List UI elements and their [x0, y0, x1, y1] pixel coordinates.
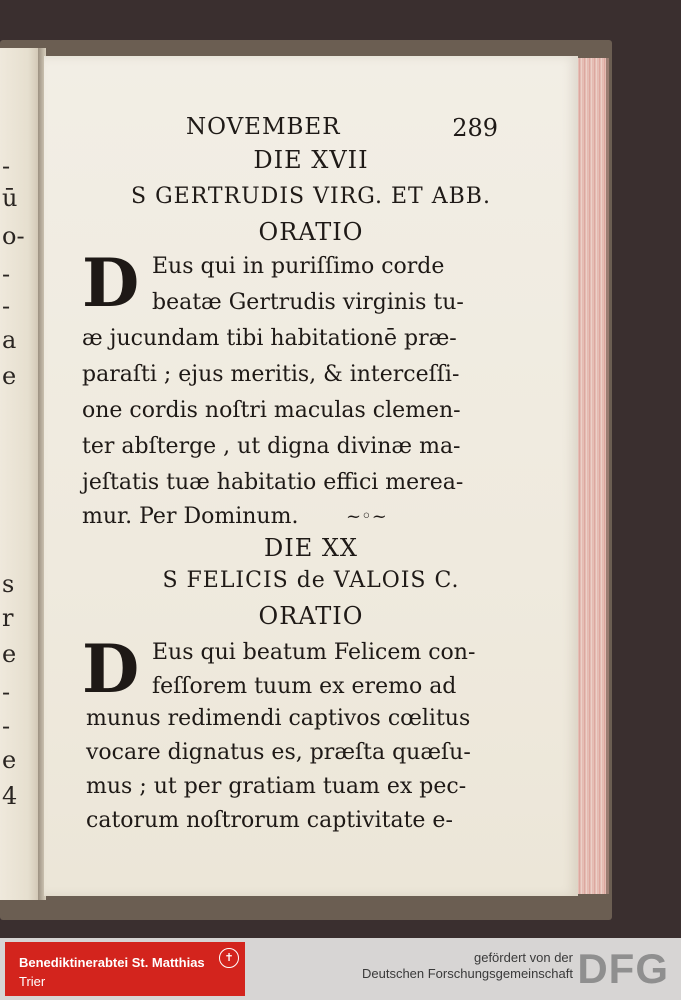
drop-cap-initial: D [82, 244, 140, 322]
oratio-heading: ORATIO [258, 602, 364, 630]
left-page-fragment: e [2, 746, 17, 774]
funder-line-1: gefördert von der [473, 950, 573, 965]
left-page-fragment: e [2, 362, 17, 390]
prayer-line: Eus qui in puriſſimo corde [152, 254, 445, 279]
running-head: NOVEMBER [186, 114, 341, 140]
footer-banner [0, 938, 681, 1000]
prayer-line: vocare dignatus es, præſta quæſu- [86, 740, 471, 765]
left-page-fragment: - [2, 678, 11, 706]
prayer-line: catorum noſtrorum captivitate e- [86, 808, 453, 833]
institution-city: Trier [19, 974, 46, 989]
prayer-line: ter abſterge , ut digna divinæ ma- [82, 434, 461, 459]
abbey-logo-icon: ✝ [219, 948, 239, 968]
institution-badge[interactable] [5, 942, 245, 996]
prayer-line: mus ; ut per gratiam tuam ex pec- [86, 774, 467, 799]
oratio-heading: ORATIO [258, 218, 364, 246]
left-page-fragment: - [2, 152, 11, 180]
prayer-line: æ jucundam tibi habitationē præ- [82, 326, 457, 351]
left-page-fragment: e [2, 640, 17, 668]
left-page-fragment: r [2, 604, 14, 632]
prayer-line: feſſorem tuum ex eremo ad [152, 674, 457, 699]
left-page [0, 48, 40, 900]
left-page-fragment: - [2, 292, 11, 320]
prayer-line: jeſtatis tuæ habitatio effici merea- [82, 470, 464, 495]
prayer-line: beatæ Gertrudis virginis tu- [152, 290, 464, 315]
left-page-fragment: s [2, 570, 15, 598]
funder-text [362, 950, 573, 982]
page-edges [578, 58, 609, 894]
dfg-logo[interactable]: DFG [577, 945, 669, 992]
tailpiece-ornament-icon: ~◦~ [346, 506, 387, 527]
left-page-fragment: ū [2, 184, 18, 212]
prayer-line: mur. Per Dominum. [82, 504, 299, 529]
page-header [186, 114, 498, 144]
left-page-fragment: o- [2, 222, 25, 250]
page-number: 289 [452, 114, 498, 142]
prayer-line: Eus qui beatum Felicem con- [152, 640, 476, 665]
left-page-fragment: - [2, 260, 11, 288]
prayer-line: munus redimendi captivos cœlitus [86, 706, 471, 731]
funder-line-2: Deutschen Forschungsgemeinschaft [361, 966, 573, 981]
feast-day-heading: DIE XX [263, 534, 359, 562]
saint-heading: S FELICIS de VALOIS C. [162, 568, 460, 593]
left-page-fragment: 4 [2, 782, 18, 810]
left-page-fragment: - [2, 712, 11, 740]
feast-day-heading: DIE XVII [253, 146, 369, 174]
prayer-line: one cordis noſtri maculas clemen- [82, 398, 461, 423]
institution-name: Benediktinerabtei St. Matthias [19, 955, 205, 970]
drop-cap-initial: D [82, 630, 140, 708]
saint-heading: S GERTRUDIS VIRG. ET ABB. [131, 184, 491, 209]
left-page-fragment: a [2, 326, 17, 354]
prayer-line: paraſti ; ejus meritis, & interceſſi- [82, 362, 460, 387]
